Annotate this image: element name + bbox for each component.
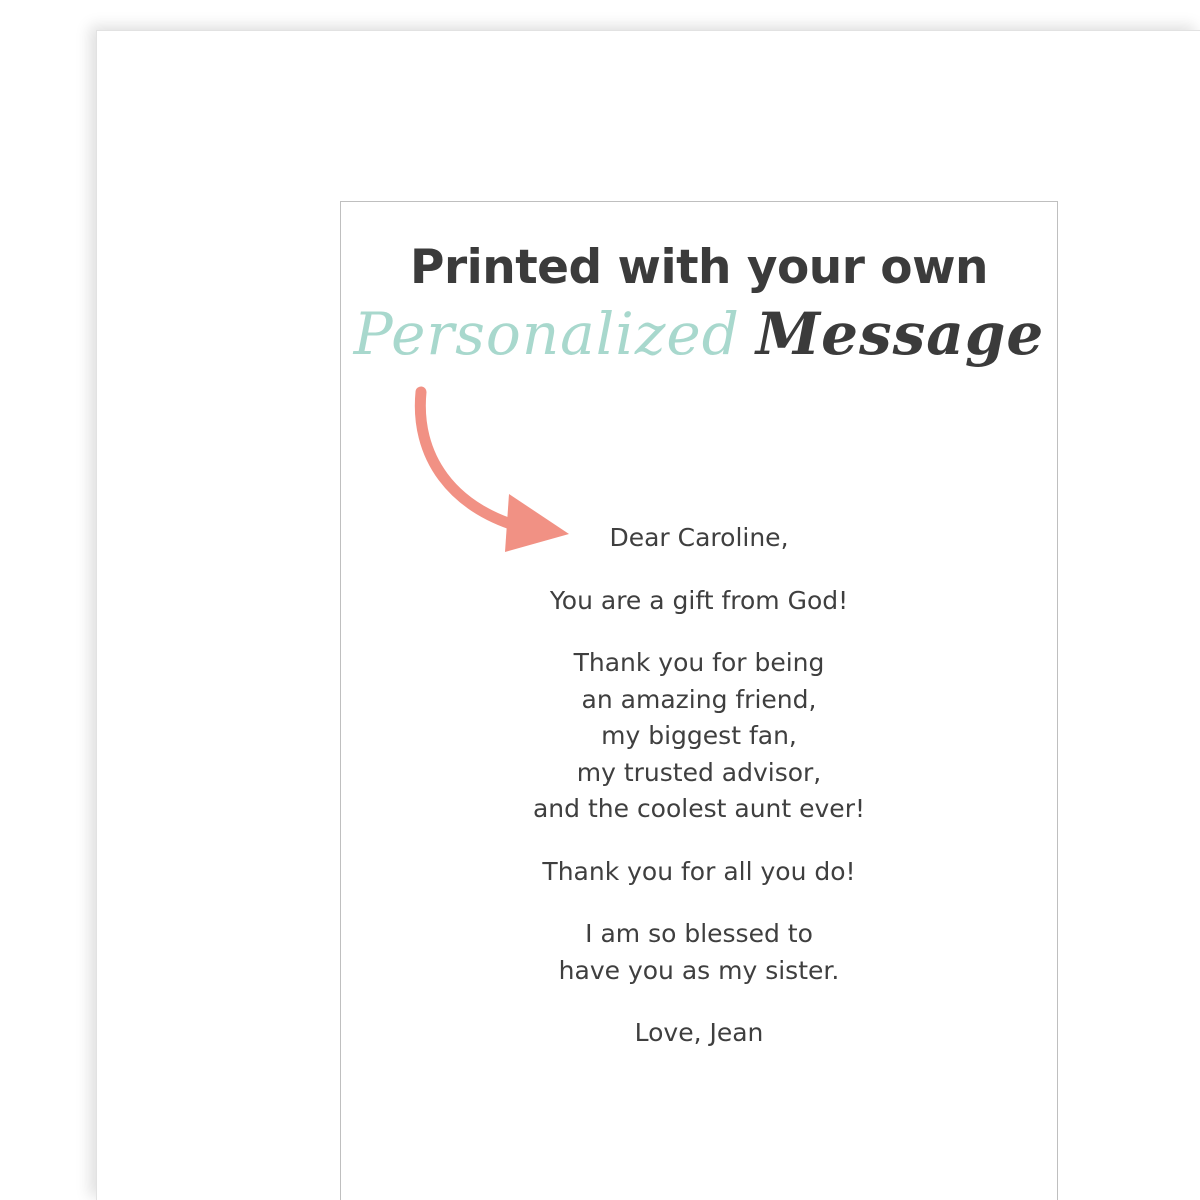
personalized-message [341,520,1057,1052]
message-paragraph [341,645,1057,828]
headline-line-1: Printed with your own [410,240,988,295]
headline-script-word: Personalized [353,300,740,368]
headline-line-2 [341,300,1057,368]
headline [341,240,1057,368]
headline-script-word-dark: Message [755,300,1045,368]
message-line: my biggest fan, [601,721,797,750]
message-line: Thank you for all you do! [542,856,856,886]
message-paragraph [341,854,1057,891]
message-line: I am so blessed to [585,919,813,948]
product-page-card [96,30,1200,1200]
message-signature [341,1015,1057,1052]
message-line: You are a gift from God! [549,585,849,615]
message-line: Thank you for being [573,648,825,677]
message-paragraph [341,520,1057,557]
message-line: my trusted advisor, [576,757,822,787]
greeting-card-frame [340,201,1058,1200]
message-line: Dear Caroline, [609,523,789,552]
message-paragraph [341,583,1057,620]
message-line: have you as my sister. [558,955,840,985]
message-paragraph [341,916,1057,989]
message-line: an amazing friend, [581,684,817,714]
message-line: Love, Jean [634,1018,764,1047]
message-line: and the coolest aunt ever! [532,794,865,823]
